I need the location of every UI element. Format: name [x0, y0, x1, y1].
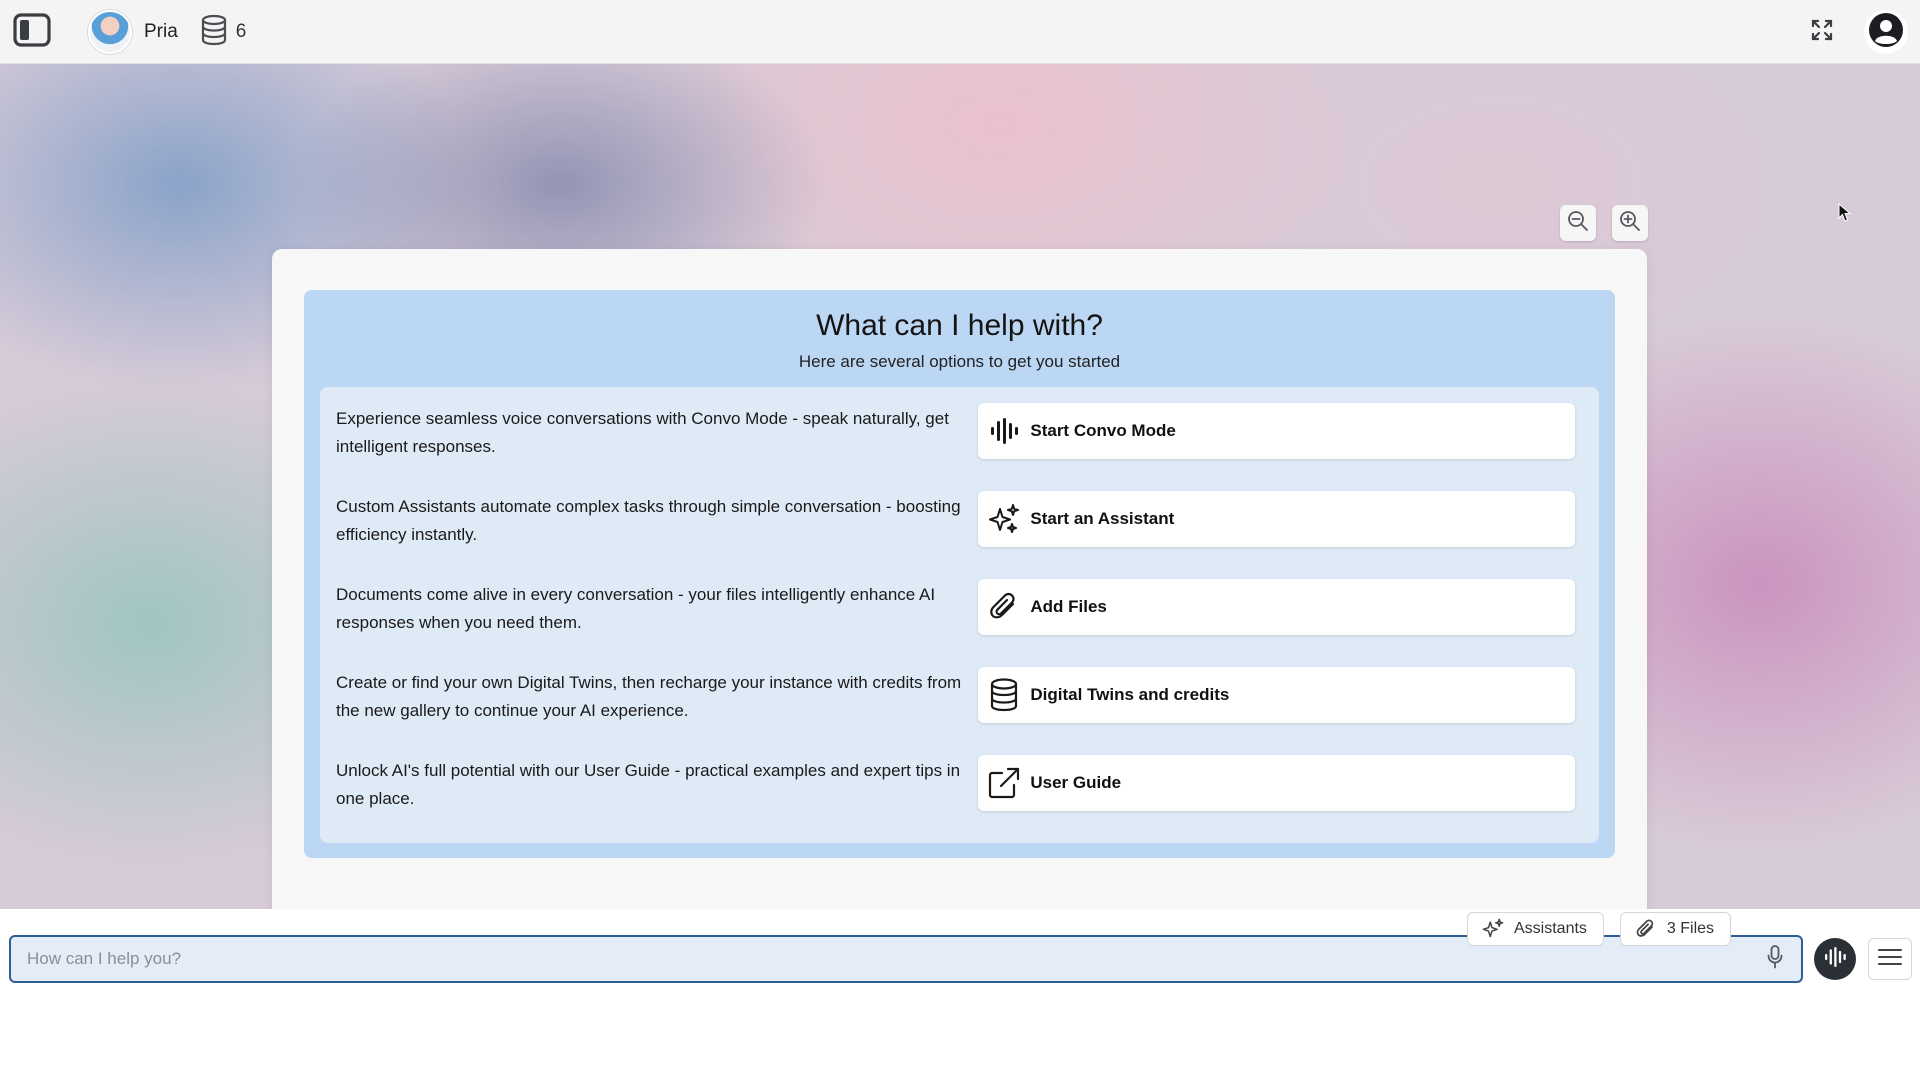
agent-avatar — [88, 10, 132, 54]
assistants-chip-label: Assistants — [1514, 920, 1587, 937]
option-row-convo — [336, 403, 1575, 491]
mouse-cursor — [1838, 203, 1852, 228]
paperclip-icon — [1635, 918, 1657, 940]
option-description: Experience seamless voice conversations with Convo Mode - speak naturally, get intelligent responses. — [336, 409, 949, 456]
audio-waveform-icon — [988, 415, 1020, 447]
top-bar — [0, 0, 1920, 64]
database-icon — [200, 14, 228, 51]
option-description: Documents come alive in every conversation - your files intelligently enhance AI responses when you need them. — [336, 585, 936, 632]
credits-count: 6 — [235, 21, 247, 42]
option-description: Create or find your own Digital Twins, then recharge your instance with credits from the new gallery to continue your AI experience. — [336, 673, 962, 720]
menu-button[interactable] — [1868, 938, 1912, 980]
files-chip-label: 3 Files — [1666, 920, 1715, 937]
external-link-icon — [988, 767, 1020, 799]
convo-mode-button[interactable] — [1814, 938, 1856, 980]
zoom-controls — [1560, 205, 1648, 241]
top-bar-left — [12, 0, 246, 64]
zoom-out-icon — [1567, 210, 1589, 237]
help-title: What can I help with? — [816, 309, 1103, 342]
add-files-button[interactable] — [978, 579, 1575, 635]
help-panel — [304, 290, 1615, 858]
start-convo-mode-button[interactable] — [978, 403, 1575, 459]
option-description: Custom Assistants automate complex tasks through simple conversation - boosting efficiency instantly. — [336, 497, 961, 544]
account-button[interactable] — [1864, 10, 1908, 54]
credits-indicator[interactable] — [200, 14, 247, 51]
microphone-icon — [1767, 945, 1783, 974]
option-label: Start Convo Mode — [1030, 421, 1176, 440]
files-chip[interactable] — [1620, 912, 1731, 946]
start-assistant-button[interactable] — [978, 491, 1575, 547]
hamburger-menu-icon — [1877, 947, 1903, 972]
option-label: Add Files — [1030, 597, 1107, 616]
option-label: Start an Assistant — [1030, 509, 1175, 528]
option-row-digital-twins — [336, 667, 1575, 755]
option-row-files — [336, 579, 1575, 667]
options-list — [320, 387, 1599, 843]
database-icon — [988, 679, 1020, 711]
sparkles-icon — [988, 503, 1020, 535]
option-row-assistant — [336, 491, 1575, 579]
sidebar-toggle-button[interactable] — [12, 12, 52, 52]
expand-icon — [1811, 19, 1833, 46]
welcome-card — [272, 249, 1647, 909]
zoom-in-button[interactable] — [1612, 205, 1648, 241]
zoom-out-button[interactable] — [1560, 205, 1596, 241]
audio-waveform-icon — [1824, 947, 1846, 972]
option-description: Unlock AI's full potential with our User Guide - practical examples and expert tips in one place. — [336, 761, 961, 808]
agent-name: Pria — [144, 21, 178, 42]
sidebar-toggle-icon — [13, 13, 51, 52]
user-guide-button[interactable] — [978, 755, 1575, 811]
agent-selector[interactable] — [88, 10, 178, 54]
sparkles-icon — [1482, 918, 1504, 940]
help-subtitle: Here are several options to get you started — [798, 352, 1121, 371]
paperclip-icon — [988, 591, 1020, 623]
option-label: User Guide — [1030, 773, 1122, 792]
fullscreen-button[interactable] — [1802, 12, 1842, 52]
zoom-in-icon — [1619, 210, 1641, 237]
top-bar-right — [1802, 0, 1908, 64]
option-label: Digital Twins and credits — [1030, 685, 1230, 704]
composer-chips — [1467, 912, 1731, 946]
option-row-user-guide — [336, 755, 1575, 843]
chat-stage — [0, 64, 1920, 909]
user-circle-icon — [1867, 11, 1905, 54]
assistants-chip[interactable] — [1467, 912, 1604, 946]
microphone-button[interactable] — [1757, 941, 1793, 977]
digital-twins-credits-button[interactable] — [978, 667, 1575, 723]
